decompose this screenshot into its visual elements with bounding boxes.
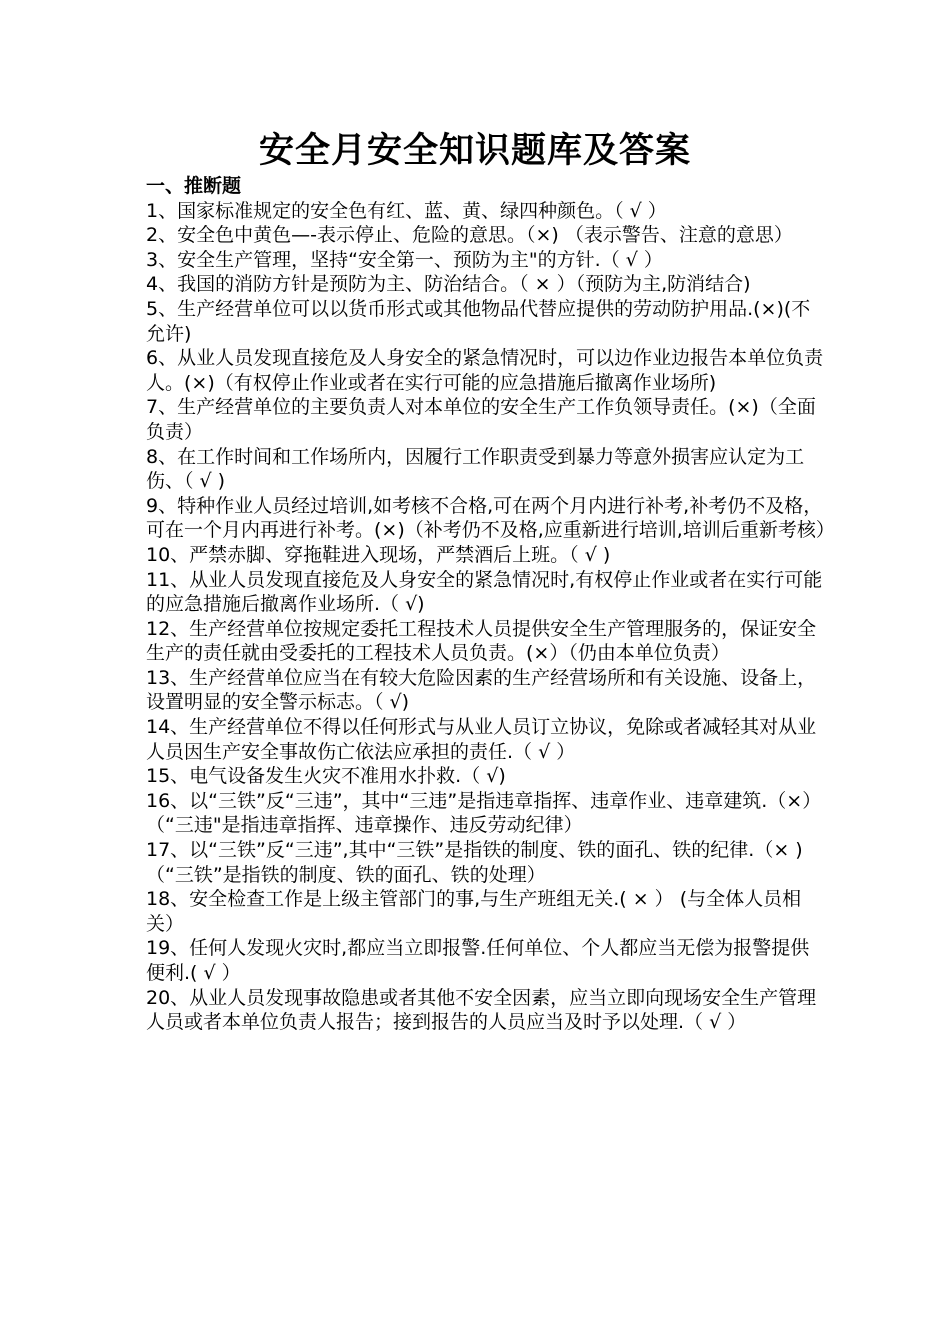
question-item-11: 11、从业人员发现直接危及人身安全的紧急情况时,有权停止作业或者在实行可能的应急措施后撤离作业场所.（ √) <box>146 568 823 616</box>
question-item-9: 9、特种作业人员经过培训,如考核不合格,可在两个月内进行补考,补考仍不及格，可在一个月内再进行补考。(×)（补考仍不及格,应重新进行培训,培训后重新考核） <box>146 494 835 542</box>
question-item-20: 20、从业人员发现事故隐患或者其他不安全因素，应当立即向现场安全生产管理人员或者本单位负责人报告；接到报告的人员应当及时予以处理.（ √ ） <box>146 986 817 1034</box>
question-item-18: 18、安全检查工作是上级主管部门的事,与生产班组无关.( × ） (与全体人员相关） <box>146 888 802 935</box>
question-item-19: 19、任何人发现火灾时,都应当立即报警.任何单位、个人都应当无偿为报警提供便利.( √ ） <box>146 937 810 984</box>
question-item-12: 12、生产经营单位按规定委托工程技术人员提供安全生产管理服务的，保证安全生产的责任就由受委托的工程技术人员负责。(×）（仍由本单位负责） <box>146 617 817 665</box>
question-item-5: 5、生产经营单位可以以货币形式或其他物品代替应提供的劳动防护用品.(×)(不允许) <box>146 297 811 345</box>
question-item-15: 15、电气设备发生火灾不准用水扑救.（ √) <box>146 765 506 788</box>
question-item-8: 8、在工作时间和工作场所内，因履行工作职责受到暴力等意外损害应认定为工伤、（ √ ) <box>146 445 805 493</box>
question-item-1: 1、国家标准规定的安全色有红、蓝、黄、绿四种颜色。（ √ ） <box>146 199 667 222</box>
question-item-4: 4、我国的消防方针是预防为主、防治结合。（ × ）（预防为主,防消结合) <box>146 273 751 296</box>
question-item-10: 10、严禁赤脚、穿拖鞋进入现场，严禁酒后上班。（ √ ) <box>146 543 611 566</box>
question-item-14: 14、生产经营单位不得以任何形式与从业人员订立协议，免除或者减轻其对从业人员因生产安全事故伤亡依法应承担的责任.（ √ ） <box>146 716 817 763</box>
question-item-7: 7、生产经营单位的主要负责人对本单位的安全生产工作负领导责任。(×)（全面负责） <box>146 396 816 443</box>
question-item-3: 3、安全生产管理，坚持“安全第一、预防为主"的方针.（ √ ） <box>146 248 663 271</box>
question-item-13: 13、生产经营单位应当在有较大危险因素的生产经营场所和有关设施、设备上，设置明显的安全警示标志。（ √) <box>146 666 817 714</box>
question-item-17: 17、以“三铁”反“三违”,其中“三铁”是指铁的制度、铁的面孔、铁的纪律.（× )（“三铁”是指铁的制度、铁的面孔、铁的处理） <box>146 839 803 886</box>
document-body <box>146 174 835 1035</box>
section-heading: 一、推断题 <box>146 175 242 197</box>
question-item-6: 6、从业人员发现直接危及人身安全的紧急情况时，可以边作业边报告本单位负责人。(×)（有权停止作业或者在实行可能的应急措施后撤离作业场所) <box>146 347 824 394</box>
document-title: 安全月安全知识题库及答案 <box>258 131 691 171</box>
question-item-16: 16、以“三铁”反“三违”，其中“三违”是指违章指挥、违章作业、违章建筑.（×） （“三违"是指违章指挥、违章操作、违反劳动纪律） <box>146 789 822 837</box>
question-item-2: 2、安全色中黄色—-表示停止、危险的意思。（×) （表示警告、注意的意思） <box>146 224 793 247</box>
